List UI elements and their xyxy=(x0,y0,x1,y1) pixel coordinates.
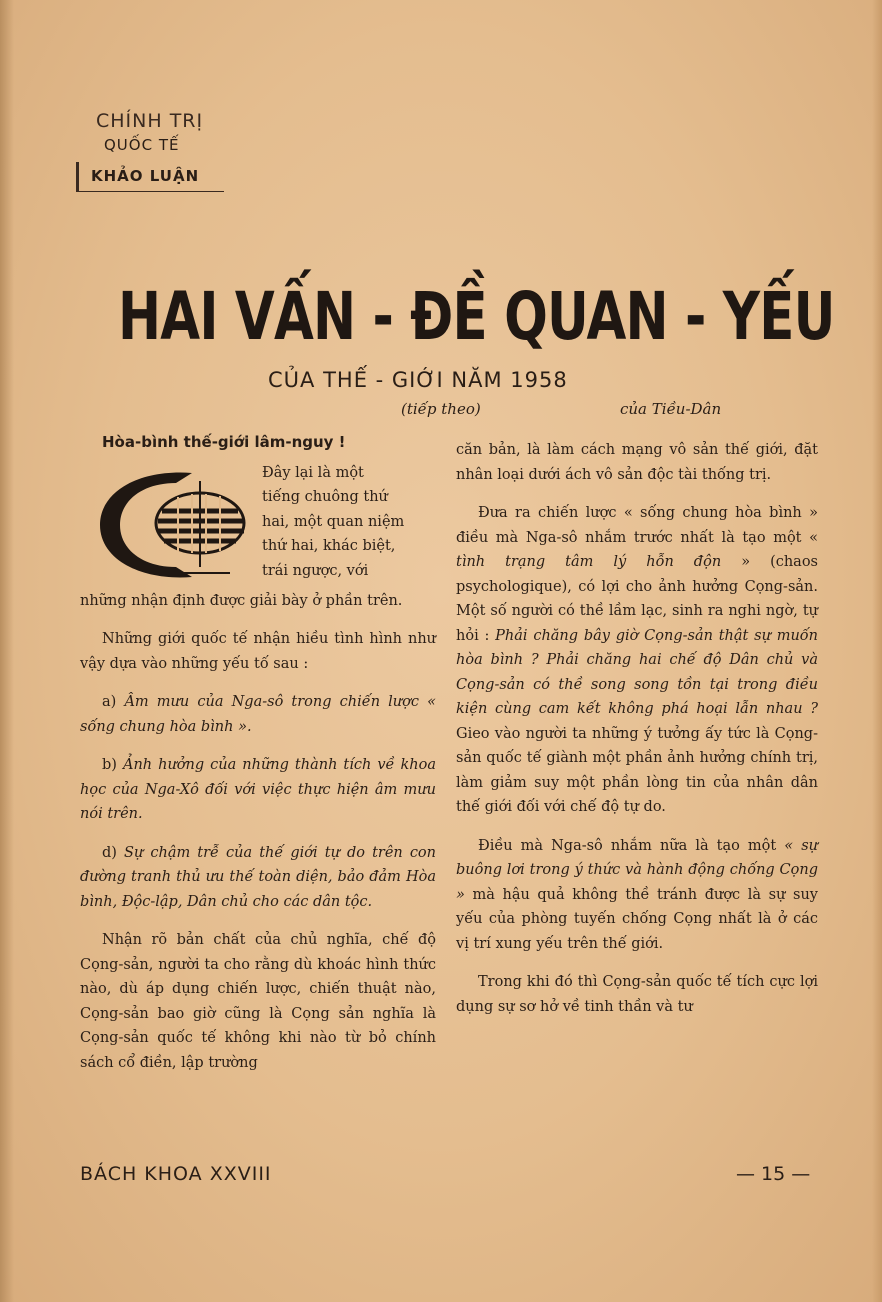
list-item-b xyxy=(80,753,436,827)
author-byline: của Tiều-Dân xyxy=(620,400,722,418)
intro-line: Đây lại là một xyxy=(262,464,364,481)
page-number: — 15 — xyxy=(736,1163,811,1185)
article-subtitle: CỦA THẾ - GIỚI NĂM 1958 xyxy=(268,368,568,392)
list-text: Sự chậm trễ của thế giới tự do trên con đường tranh thủ ưu thế toàn diện, bảo đảm Hòa bình, Độc-lập, Dân chủ cho các dân tộc. xyxy=(80,844,437,910)
category-tag: KHẢO LUẬN xyxy=(76,162,224,192)
magazine-name: BÁCH KHOA XXVIII xyxy=(80,1163,272,1185)
continued-note: (tiếp theo) xyxy=(401,400,481,418)
intro-line: tiếng chuông thứ xyxy=(262,489,388,505)
paragraph xyxy=(456,501,818,820)
text-run: Điều mà Nga-sô nhắm nữa là tạo một xyxy=(478,837,777,854)
paragraph: Nhận rõ bản chất của chủ nghĩa, chế độ Cọng-sản, người ta cho rằng dù khoác hình thức nào, dù áp dụng chiến lược, chiến thuật nào, Cọng-sản bao giờ cũng là Cọng sản nghĩa là Cọng-sản quốc tế không khi nào từ bỏ chính sách cổ điền, lập trường xyxy=(80,932,436,1071)
list-label: b) xyxy=(102,757,117,773)
text-run-italic: « sự buông lơi trong ý thức và hành động chống Cọng » xyxy=(456,837,818,903)
list-text: Ảnh hưởng của những thành tích về khoa học của Nga-Xô đối với việc thực hiện âm mưu nói trên. xyxy=(80,757,436,822)
intro-line: hai, một quan niệm xyxy=(262,513,405,530)
section-label xyxy=(96,110,203,154)
section-line-2: QUỐC TẾ xyxy=(104,136,180,154)
list-item-a xyxy=(80,690,436,739)
globe-logo-icon xyxy=(80,461,258,589)
text-run-italic: Phải chăng bây giờ Cọng-sản thật sự muốn hòa bình ? Phải chăng hai chế độ Dân chủ và Cọng-sản có thề song song tồn tại trong điều kiện cùng cam kết không phá hoại lẫn nhau ? xyxy=(456,627,819,717)
intro-rest: những nhận định được giải bày ở phần trên. xyxy=(80,592,403,609)
paragraph: Những giới quốc tế nhận hiều tình hình như vậy dựa vào những yếu tố sau : xyxy=(80,631,436,672)
intro-line: thứ hai, khác biệt, xyxy=(262,538,396,554)
paragraph: Trong khi đó thì Cọng-sản quốc tế tích cực lợi dụng sự sơ hở về tinh thần và tư xyxy=(456,974,818,1015)
list-item-d xyxy=(80,841,436,915)
list-text: Âm mưu của Nga-sô trong chiến lược « sống chung hòa bình ». xyxy=(80,694,436,735)
intro-block xyxy=(80,461,436,614)
list-label: d) xyxy=(102,844,117,861)
intro-line: trái ngược, với xyxy=(262,562,369,579)
left-column xyxy=(80,430,436,1089)
article-title: HAI VẤN - ĐỀ QUAN - YẾU xyxy=(118,278,835,355)
section-heading: Hòa-bình thế-giới lâm-nguy ! xyxy=(102,433,346,451)
right-column xyxy=(456,438,818,1033)
list-label: a) xyxy=(102,694,117,710)
text-run: » (chaos psychologique), có lợi cho ảnh hưởng Cọng-sản. Một số người có thề lầm lạc, sinh ra nghi ngờ, tự hỏi : xyxy=(456,554,818,644)
paragraph xyxy=(456,834,818,957)
paragraph: căn bản, là làm cách mạng vô sản thế giới, đặt nhân loại dưới ách vô sản độc tài thống trị. xyxy=(456,442,818,483)
text-run-italic: tình trạng tâm lý hỗn độn xyxy=(456,554,722,570)
text-run: Đưa ra chiến lược « sống chung hòa bình » điều mà Nga-sô nhắm trước nhất là tạo một « xyxy=(456,505,818,546)
text-run: Gieo vào người ta những ý tưởng ấy tức là Cọng-sản quốc tế giành một phần ảnh hưởng chính trị, làm giảm suy một phần lòng tin của nhân dân thế giới đối với chế độ tự do. xyxy=(456,725,818,815)
text-run: mà hậu quả không thề tránh được là sự suy yếu của phòng tuyến chống Cọng nhất là ở các vị trí xung yếu trên thế giới. xyxy=(456,886,818,952)
section-line-1: CHÍNH TRỊ xyxy=(96,110,204,132)
